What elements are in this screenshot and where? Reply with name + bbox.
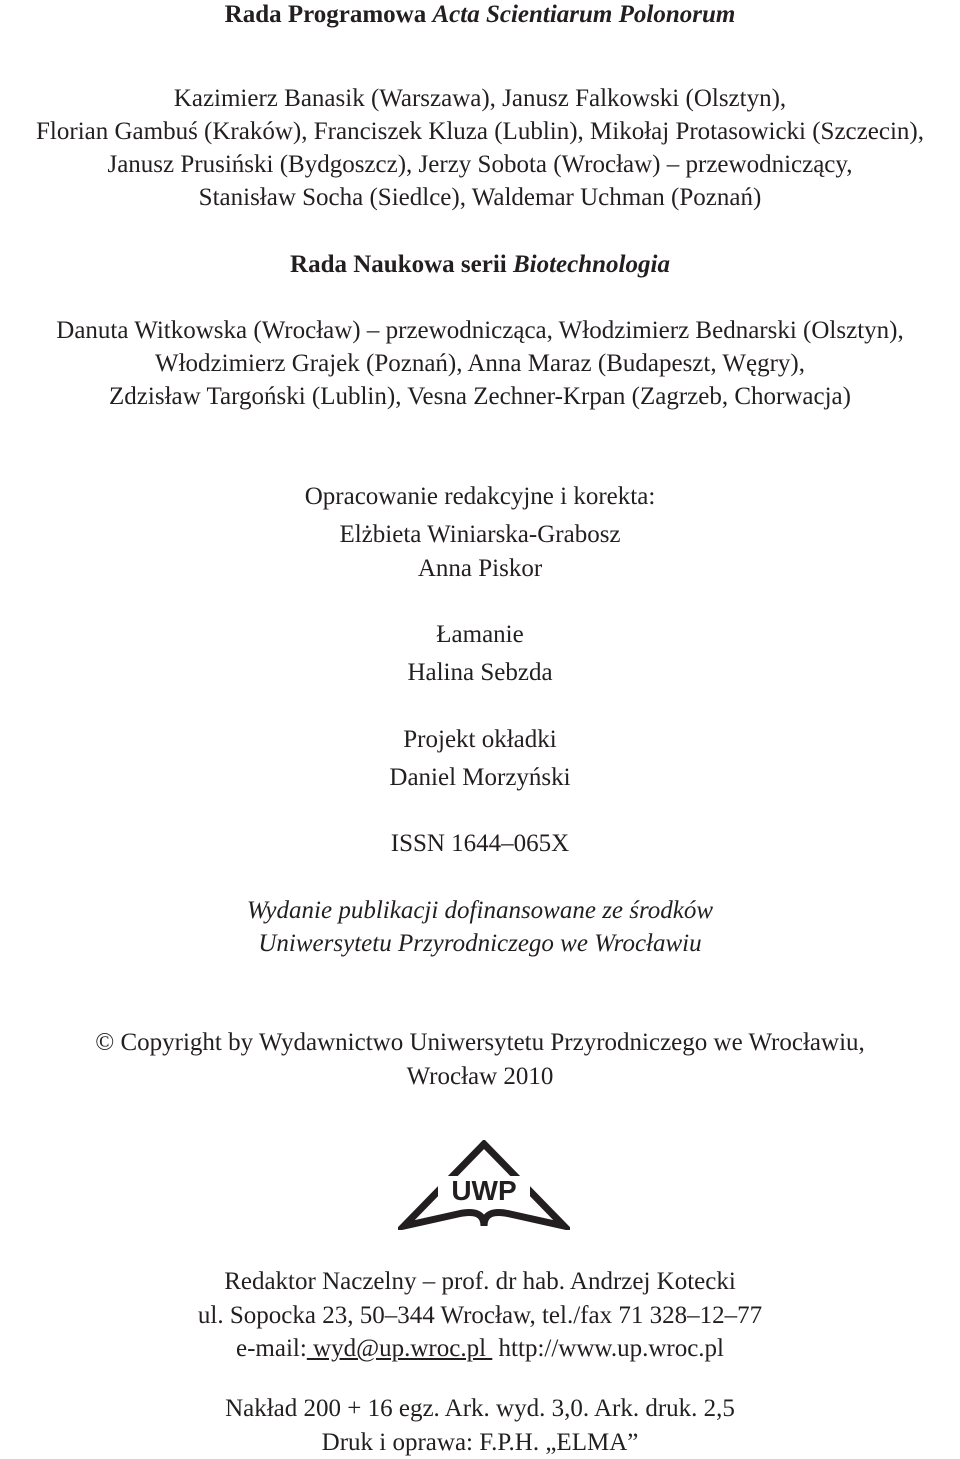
scientific-council-member-line: Zdzisław Targoński (Lublin), Vesna Zechner-Krpan (Zagrzeb, Chorwacja) (109, 383, 851, 410)
print-run: Nakład 200 + 16 egz. Ark. wyd. 3,0. Ark. druk. 2,5 (225, 1395, 735, 1422)
cover-label: Projekt okładki (403, 726, 557, 753)
editing-label: Opracowanie redakcyjne i korekta: (304, 483, 656, 510)
logo-text: UWP (451, 1175, 517, 1206)
scientific-council-member-line: Danuta Witkowska (Wrocław) – przewodnicząca, Włodzimierz Bednarski (Olsztyn), (56, 317, 904, 344)
copyright-line: © Copyright by Wydawnictwo Uniwersytetu Przyrodniczego we Wrocławiu, (95, 1029, 865, 1056)
uwp-logo-icon (398, 1140, 570, 1230)
printer: Druk i oprawa: F.P.H. „ELMA” (321, 1429, 639, 1456)
scientific-council-heading-title: Biotechnologia (512, 251, 670, 278)
email-label: e-mail: (235, 1335, 307, 1362)
program-council-member-line: Janusz Prusiński (Bydgoszcz), Jerzy Sobota (Wrocław) – przewodniczący, (107, 151, 853, 178)
issn: ISSN 1644–065X (390, 830, 570, 857)
program-council-heading-prefix: Rada Programowa (224, 1, 427, 28)
editor-name: Elżbieta Winiarska-Grabosz (339, 521, 621, 548)
address: ul. Sopocka 23, 50–344 Wrocław, tel./fax 71 328–12–77 (197, 1302, 763, 1329)
layout-label: Łamanie (436, 621, 524, 648)
scientific-council-heading-prefix: Rada Naukowa serii (290, 251, 507, 278)
program-council-member-line: Stanisław Socha (Siedlce), Waldemar Uchman (Poznań) (198, 184, 762, 211)
copyright-line: Wrocław 2010 (406, 1063, 554, 1090)
funding-line: Uniwersytetu Przyrodniczego we Wrocławiu (258, 930, 702, 957)
program-council-heading (0, 0, 960, 30)
cover-person: Daniel Morzyński (389, 764, 571, 791)
scientific-council-heading (0, 250, 960, 280)
program-council-member-line: Florian Gambuś (Kraków), Franciszek Kluza (Lublin), Mikołaj Protasowicki (Szczecin), (36, 118, 924, 145)
program-council-member-line: Kazimierz Banasik (Warszawa), Janusz Falkowski (Olsztyn), (173, 85, 787, 112)
layout-person: Halina Sebzda (407, 659, 553, 686)
editor-name: Anna Piskor (417, 555, 543, 582)
website-link[interactable]: http://www.up.wroc.pl (498, 1335, 724, 1362)
scientific-council-member-line: Włodzimierz Grajek (Poznań), Anna Maraz (Budapeszt, Węgry), (155, 350, 805, 377)
editor-in-chief: Redaktor Naczelny – prof. dr hab. Andrzej Kotecki (224, 1268, 736, 1295)
email-link[interactable]: wyd@up.wroc.pl (306, 1335, 493, 1362)
contact-line (0, 1334, 960, 1364)
program-council-heading-title: Acta Scientiarum Polonorum (432, 1, 736, 28)
funding-line: Wydanie publikacji dofinansowane ze środków (246, 897, 714, 924)
